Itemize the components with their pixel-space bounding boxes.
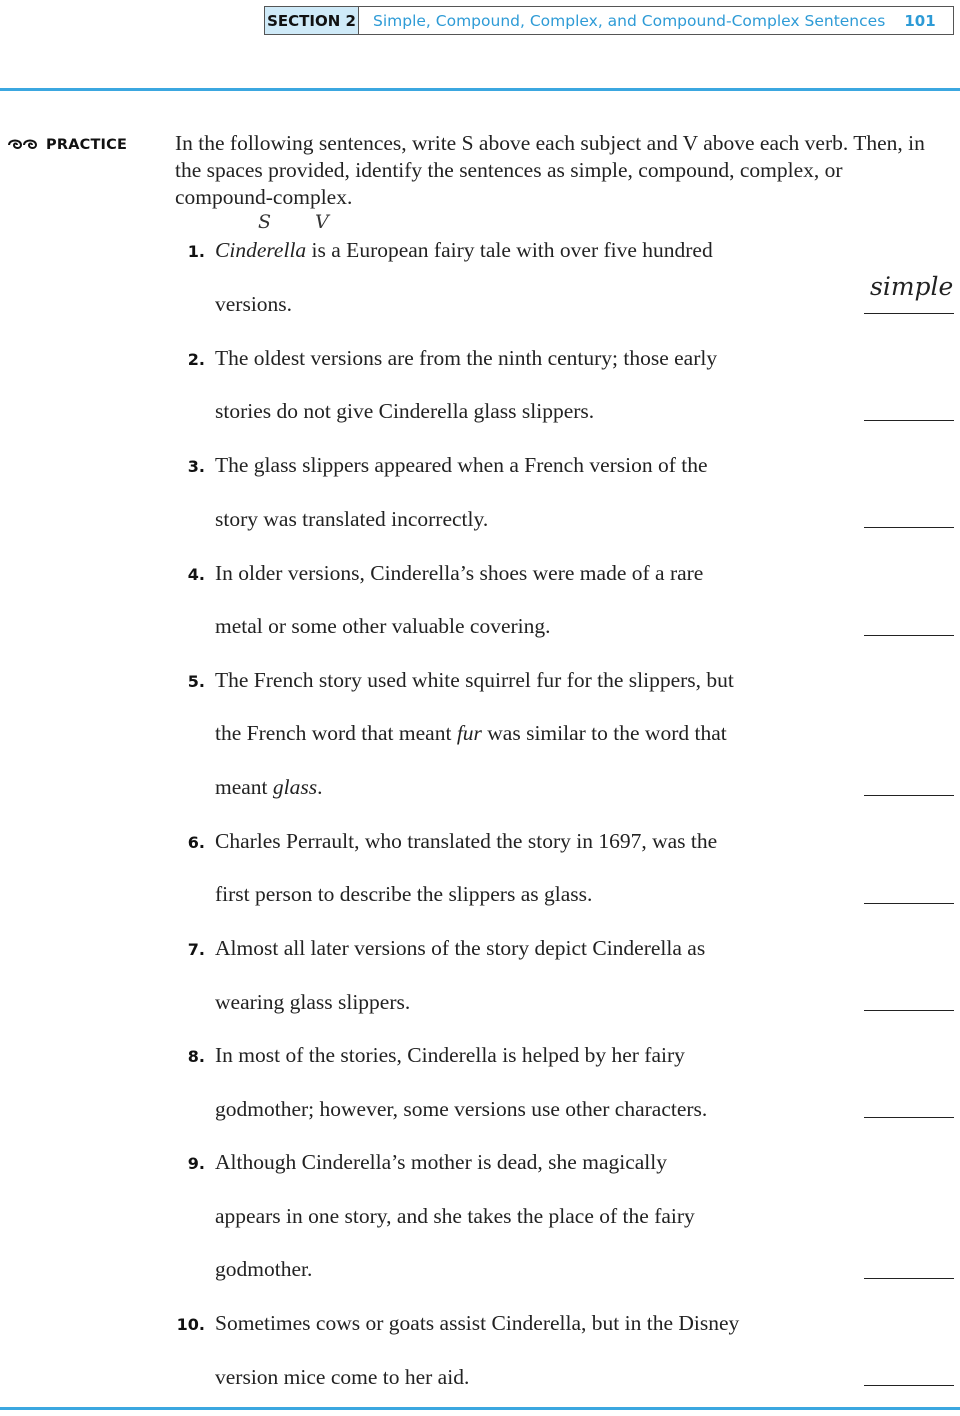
item-emphasis: glass (272, 775, 318, 799)
item-text: was similar to the word that (481, 721, 727, 745)
answer-blank[interactable] (864, 1277, 954, 1279)
item-emphasis: fur (456, 721, 482, 745)
answer-blank[interactable] (864, 902, 954, 904)
item-line (215, 238, 713, 263)
item-line: first person to describe the slippers as glass. (215, 882, 593, 906)
item-line: Although Cinderella’s mother is dead, she magically (215, 1150, 667, 1174)
item-number: 5. (187, 672, 205, 691)
item-line: stories do not give Cinderella glass slippers. (215, 399, 595, 423)
top-rule (0, 88, 960, 91)
answer-blank[interactable] (864, 1116, 954, 1118)
item-number: 6. (187, 833, 205, 852)
answer-blank[interactable] (864, 419, 954, 421)
answer-blank[interactable] (864, 312, 954, 314)
item-line: metal or some other valuable covering. (215, 614, 551, 638)
item-number: 2. (187, 350, 205, 369)
item-line: Sometimes cows or goats assist Cinderella, but in the Disney (215, 1311, 740, 1335)
section-label: SECTION 2 (265, 7, 359, 34)
answer-blank[interactable] (864, 634, 954, 636)
item-number: 7. (187, 940, 205, 959)
item-line: godmother. (215, 1257, 313, 1281)
item-number: 4. (187, 565, 205, 584)
item-number: 3. (187, 457, 205, 476)
item-line: godmother; however, some versions use other characters. (215, 1097, 708, 1121)
item-line: versions. (215, 292, 293, 316)
instructions: In the following sentences, write S above each subject and V above each verb. Then, in the spaces provided, identify the sentences as simple, compound, complex, or compound-complex. (175, 131, 925, 209)
answer-blank[interactable] (864, 1009, 954, 1011)
item-line (215, 775, 323, 800)
item-line: wearing glass slippers. (215, 990, 411, 1014)
answer-blank[interactable] (864, 794, 954, 796)
answer-blank[interactable] (864, 1384, 954, 1386)
item-line: In older versions, Cinderella’s shoes were made of a rare (215, 561, 704, 585)
item-number: 1. (187, 242, 205, 261)
practice-label (6, 136, 127, 154)
item-line: Charles Perrault, who translated the story in 1697, was the (215, 829, 718, 853)
item-text: . (317, 775, 323, 799)
verb-mark: V (315, 211, 329, 233)
item-number: 8. (187, 1047, 205, 1066)
item-line: The French story used white squirrel fur for the slippers, but (215, 668, 734, 692)
answer-blank[interactable] (864, 526, 954, 528)
item-line: story was translated incorrectly. (215, 507, 489, 531)
item-line (215, 721, 727, 746)
subject-mark: S (258, 211, 272, 233)
item-line: version mice come to her aid. (215, 1365, 470, 1389)
item-line: appears in one story, and she takes the place of the fairy (215, 1204, 695, 1228)
section-title: Simple, Compound, Complex, and Compound-Complex Sentences (373, 11, 886, 30)
item-number: 9. (187, 1154, 205, 1173)
item-text: meant (215, 775, 273, 799)
item-line: The glass slippers appeared when a French version of the (215, 453, 708, 477)
item-line: Almost all later versions of the story depict Cinderella as (215, 936, 706, 960)
item-text: the French word that meant (215, 721, 457, 745)
page-number: 101 (904, 11, 936, 30)
practice-swirl-icon (6, 136, 42, 154)
item-emphasis: Cinderella (215, 238, 307, 262)
item-line: The oldest versions are from the ninth century; those early (215, 346, 718, 370)
bottom-rule (0, 1407, 960, 1410)
section-header (264, 6, 954, 35)
item-text: is a European fairy tale with over five hundred (306, 238, 713, 262)
practice-text: PRACTICE (46, 137, 128, 153)
answer-handwritten: simple (870, 272, 954, 301)
item-line: In most of the stories, Cinderella is helped by her fairy (215, 1043, 685, 1067)
item-number: 10. (176, 1315, 205, 1334)
